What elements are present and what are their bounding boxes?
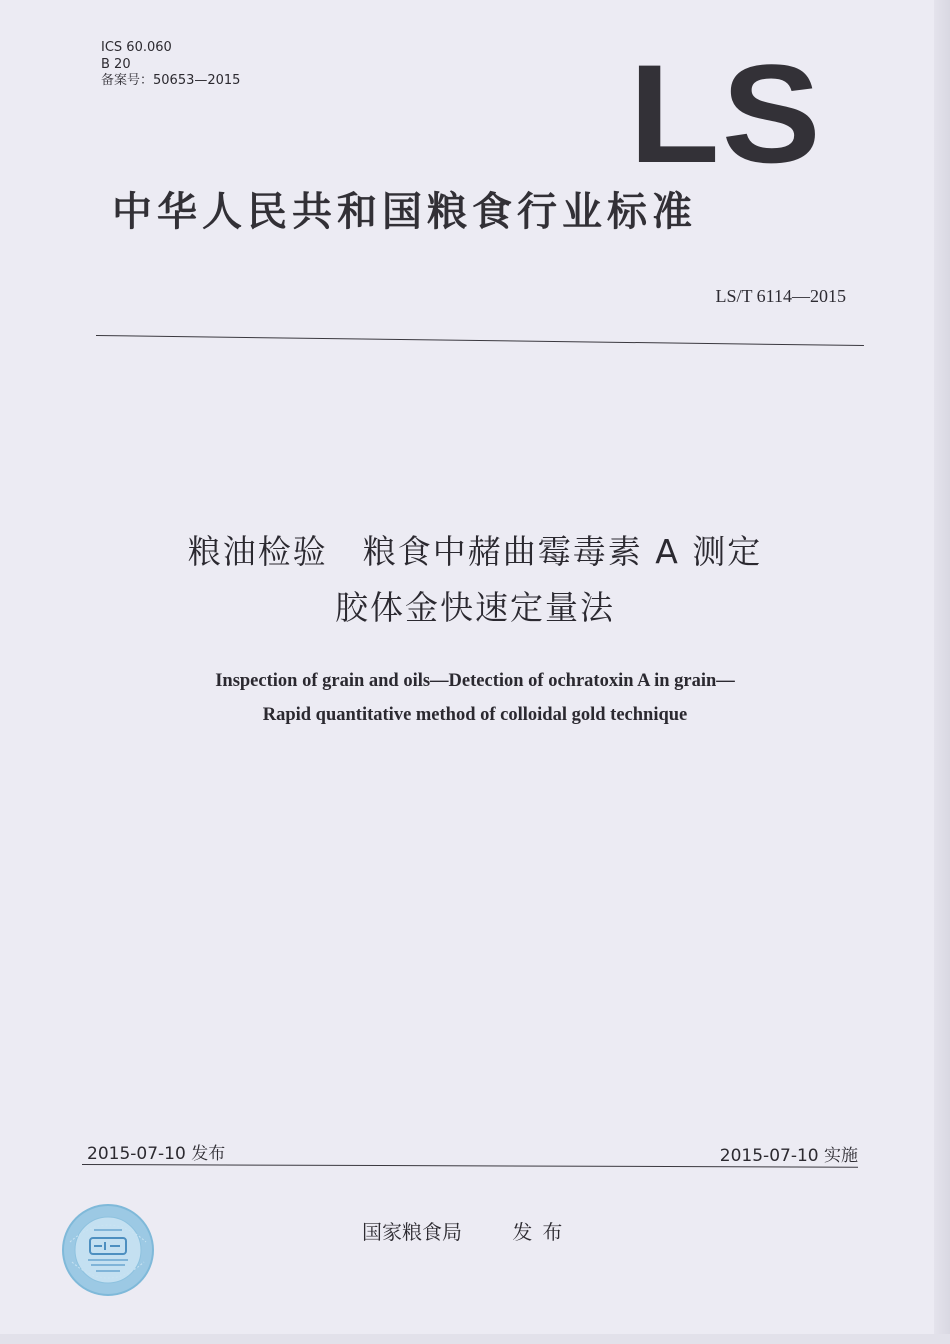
top-divider (96, 335, 864, 346)
ls-logo: LS (629, 35, 823, 192)
english-title-line-2: Rapid quantitative method of colloidal gold technique (262, 705, 688, 725)
chinese-title-line-2: 胶体金快速定量法 (335, 588, 615, 627)
issue-date: 2015-07-10 发布 (87, 1144, 226, 1164)
seal-graphic (60, 1202, 156, 1298)
english-title-line-1: Inspection of grain and oils—Detection of ochratoxin A in grain— (215, 671, 735, 691)
filing-number: 备案号：50653—2015 (101, 73, 241, 88)
issuer-line (362, 1216, 572, 1245)
issuer-verb: 发布 (512, 1220, 573, 1244)
anti-counterfeit-seal-icon (60, 1202, 156, 1298)
classification-block (101, 40, 240, 90)
implementation-date: 2015-07-10 实施 (719, 1146, 858, 1166)
seal-inner-disc (75, 1217, 141, 1283)
chinese-title (60, 524, 890, 636)
ics-code: ICS 60.060 (101, 40, 172, 55)
english-title (60, 664, 890, 732)
issuer-name: 国家粮食局 (362, 1220, 462, 1244)
ccs-code: B 20 (101, 56, 131, 72)
page-edge-shadow (934, 0, 950, 1344)
standard-number: LS/T 6114—2015 (715, 286, 846, 306)
organization-title: 中华人民共和国粮食行业标准 (112, 189, 697, 235)
chinese-title-line-1: 粮油检验 粮食中赭曲霉毒素 A 测定 (187, 532, 763, 571)
page-bottom-edge (0, 1334, 950, 1344)
